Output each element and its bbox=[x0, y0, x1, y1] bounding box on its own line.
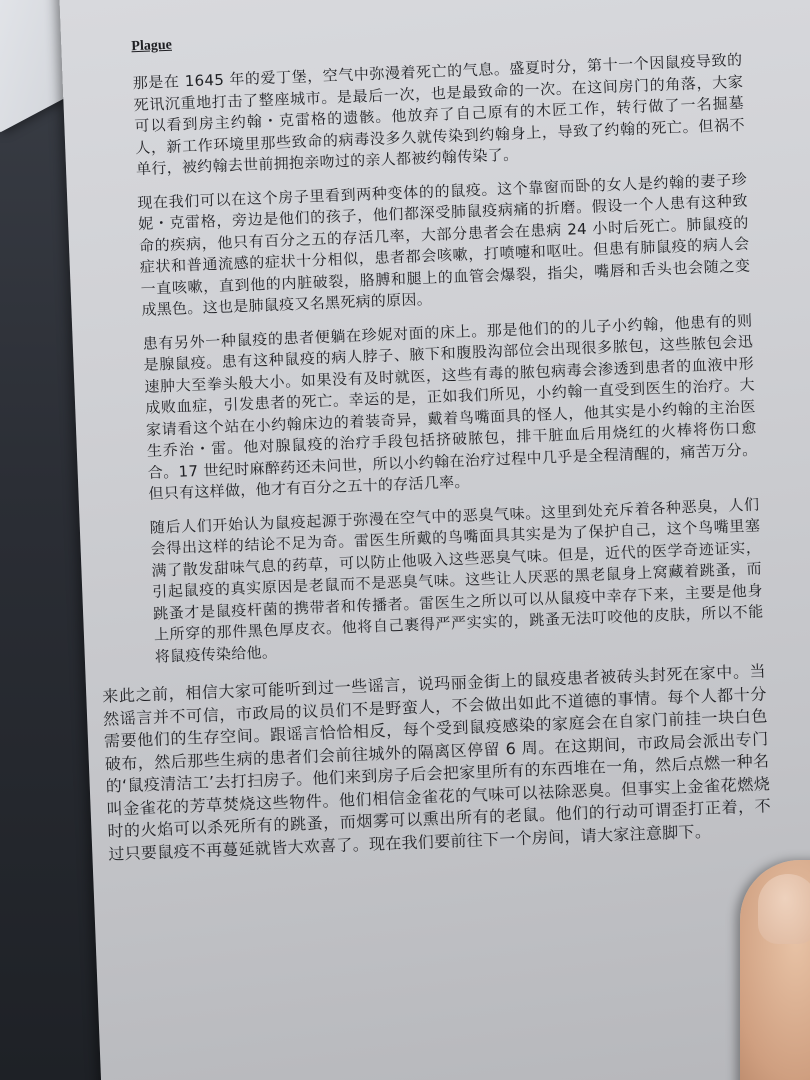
paragraph-5: 来此之前，相信大家可能听到过一些谣言，说玛丽金街上的鼠疫患者被砖头封死在家中。当然谣言并不可信，市政局的议员们不是野蛮人，不会做出如此不道德的事情。每个人都十分需要他们的生存空间。跟谣言恰恰相反，每个受到鼠疫感染的家庭会在自家门前挂一块白色破布，然后那些生病的患者们会前往城外的隔离区停留 6 周。在这期间，市政局会派出专门的‘鼠疫清洁工’去打扫房子。他们来到房子后会把家里所有的东西堆在一角，然后点燃一种名叫金雀花的芳草焚烧这些物件。他们相信金雀花的气味可以祛除恶臭。但事实上金雀花燃烧时的火焰可以杀死所有的跳蚤，而烟雾可以熏出所有的老鼠。他们的行动可谓歪打正着，不过只要鼠疫不再蔓延就皆大欢喜了。现在我们要前往下一个房间，请大家注意脚下。 bbox=[101, 661, 772, 864]
holding-finger bbox=[740, 860, 810, 1080]
paragraph-4: 随后人们开始认为鼠疫起源于弥漫在空气中的恶臭气味。这里到处充斥着各种恶臭，人们会得出这样的结论不足为奇。雷医生所戴的鸟嘴面具其实是为了保护自己，这个鸟嘴里塞满了散发甜味气息的药草，可以防止他吸入这些恶臭气味。但是，近代的医学奇迹证实，引起鼠疫的真实原因是老鼠而不是恶臭气味。这些让人厌恶的黑老鼠身上窝藏着跳蚤，而跳蚤才是鼠疫杆菌的携带者和传播者。雷医生之所以可以从鼠疫中幸存下来，主要是他身上所穿的那件黑色厚皮衣。他将自己裹得严严实实的，跳蚤无法叮咬他的皮肤，所以不能将鼠疫传染给他。 bbox=[149, 494, 764, 666]
document-content bbox=[101, 16, 773, 876]
paragraph-2: 现在我们可以在这个房子里看到两种变体的的鼠疫。这个靠窗而卧的女人是约翰的妻子珍妮・克雷格，旁边是他们的孩子，他们都深受肺鼠疫病痛的折磨。假设一个人患有这种致命的疾病，他只有百分之五的存活几率，大部分患者会在患病 24 小时后死亡。肺鼠疫的症状和普通流感的症状十分相似，患者都会咳嗽，打喷嚏和呕吐。但患有肺鼠疫的病人会一直咳嗽，直到他的内脏破裂，胳膊和腿上的血管会爆裂，指尖，嘴唇和舌头也会随之变成黑色。这也是肺鼠疫又名黑死病的原因。 bbox=[137, 170, 751, 320]
fingernail bbox=[758, 874, 810, 944]
document-page bbox=[58, 0, 810, 1080]
document-title: Plague bbox=[131, 37, 173, 55]
paragraph-3: 患有另外一种鼠疫的患者便躺在珍妮对面的床上。那是他们的的儿子小约翰，他患有的则是腺鼠疫。患有这种鼠疫的病人脖子、腋下和腹股沟部位会出现很多脓包，这些脓包会迅速肿大至拳头般大小。如果没有及时就医，这些有毒的脓包病毒会渗透到患者的血液中形成败血症，引发患者的死亡。幸运的是，正如我们所见，小约翰一直受到医生的治疗。大家请看这个站在小约翰床边的着装奇异，戴着鸟嘴面具的怪人，他其实是小约翰的主治医生乔治・雷。他对腺鼠疫的治疗手段包括挤破脓包，排干脏血后用烧红的火棒将伤口愈合。17 世纪时麻醉药还未问世，所以小约翰在治疗过程中几乎是全程清醒的，痛苦万分。但只有这样做，他才有百分之五十的存活几率。 bbox=[142, 311, 758, 503]
paragraph-1: 那是在 1645 年的爱丁堡，空气中弥漫着死亡的气息。盛夏时分，第十一个因鼠疫导致的死讯沉重地打击了整座城市。是最后一次，也是最致命的一次。在这间房门的角落，大家可以看到房主约翰・克雷格的遗骸。他放弃了自己原有的木匠工作，转行做了一名掘墓人，新工作环境里那些致命的病毒没多久就传染到约翰身上，导致了约翰的死亡。但祸不单行，被约翰去世前拥抱亲吻过的亲人都被约翰传染了。 bbox=[132, 50, 746, 179]
